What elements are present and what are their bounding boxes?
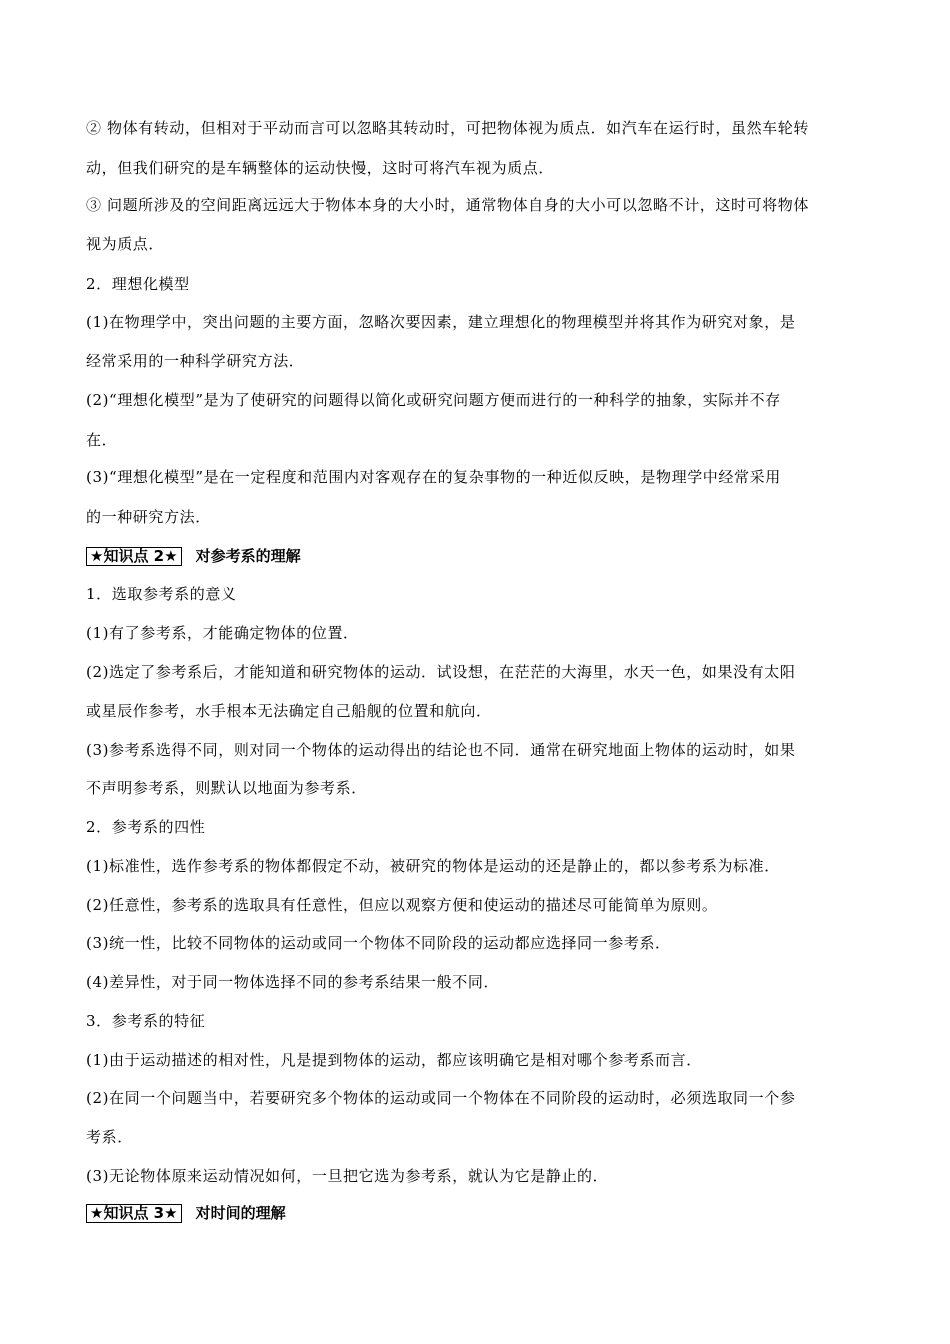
text-line: 2．参考系的四性 [86, 818, 206, 836]
text-line: (3)参考系选得不同，则对同一个物体的运动得出的结论也不同．通常在研究地面上物体的运动时，如果 [86, 741, 796, 759]
text-line: (2)“理想化模型”是为了使研究的问题得以简化或研究问题方便而进行的一种科学的抽象，实际并不存 [86, 391, 781, 409]
text-line: 视为质点． [86, 235, 165, 253]
text-line: ③ 问题所涉及的空间距离远远大于物体本身的大小时，通常物体自身的大小可以忽略不计，这时可将物体 [86, 196, 809, 214]
text-line: 1．选取参考系的意义 [86, 585, 237, 603]
text-line: 或星辰作参考，水手根本无法确定自己船舰的位置和航向． [86, 702, 492, 720]
text-line: 不声明参考系，则默认以地面为参考系． [86, 779, 367, 797]
text-line: ② 物体有转动，但相对于平动而言可以忽略其转动时，可把物体视为质点．如汽车在运行时，虽然车轮转 [86, 119, 809, 137]
section-heading-2 [86, 546, 301, 566]
text-line: (1)由于运动描述的相对性，凡是提到物体的运动，都应该明确它是相对哪个参考系而言． [86, 1051, 702, 1069]
knowledge-point-badge: ★知识点 2★ [86, 547, 182, 566]
text-line: (3)无论物体原来运动情况如何，一旦把它选为参考系，就认为它是静止的． [86, 1167, 609, 1185]
text-line: (1)标准性，选作参考系的物体都假定不动，被研究的物体是运动的还是静止的，都以参考系为标准． [86, 857, 780, 875]
text-line: (2)在同一个问题当中，若要研究多个物体的运动或同一个物体在不同阶段的运动时，必须选取同一个参 [86, 1089, 796, 1107]
text-line: (1)有了参考系，才能确定物体的位置． [86, 624, 359, 642]
text-line: 的一种研究方法． [86, 508, 211, 526]
text-line: 3．参考系的特征 [86, 1012, 206, 1030]
text-line: 动，但我们研究的是车辆整体的运动快慢，这时可将汽车视为质点． [86, 159, 555, 177]
text-line: (3)统一性，比较不同物体的运动或同一个物体不同阶段的运动都应选择同一参考系． [86, 934, 671, 952]
knowledge-point-badge: ★知识点 3★ [86, 1204, 182, 1223]
section-title: 对时间的理解 [195, 1204, 286, 1222]
text-line: 考系． [86, 1128, 133, 1146]
section-title: 对参考系的理解 [195, 547, 301, 565]
text-line: (2)选定了参考系后，才能知道和研究物体的运动．试设想，在茫茫的大海里，水天一色，如果没有太阳 [86, 663, 796, 681]
section-heading-3 [86, 1203, 286, 1223]
text-line: (3)“理想化模型”是在一定程度和范围内对客观存在的复杂事物的一种近似反映，是物理学中经常采用 [86, 468, 781, 486]
text-line: (4)差异性，对于同一物体选择不同的参考系结果一般不同． [86, 973, 500, 991]
text-line: 经常采用的一种科学研究方法． [86, 352, 305, 370]
text-line: (2)任意性，参考系的选取具有任意性，但应以观察方便和使运动的描述尽可能简单为原则。 [86, 896, 718, 914]
text-line: 在． [86, 431, 118, 449]
text-line: (1)在物理学中，突出问题的主要方面，忽略次要因素，建立理想化的物理模型并将其作为研究对象，是 [86, 313, 796, 331]
text-line: 2．理想化模型 [86, 275, 190, 293]
